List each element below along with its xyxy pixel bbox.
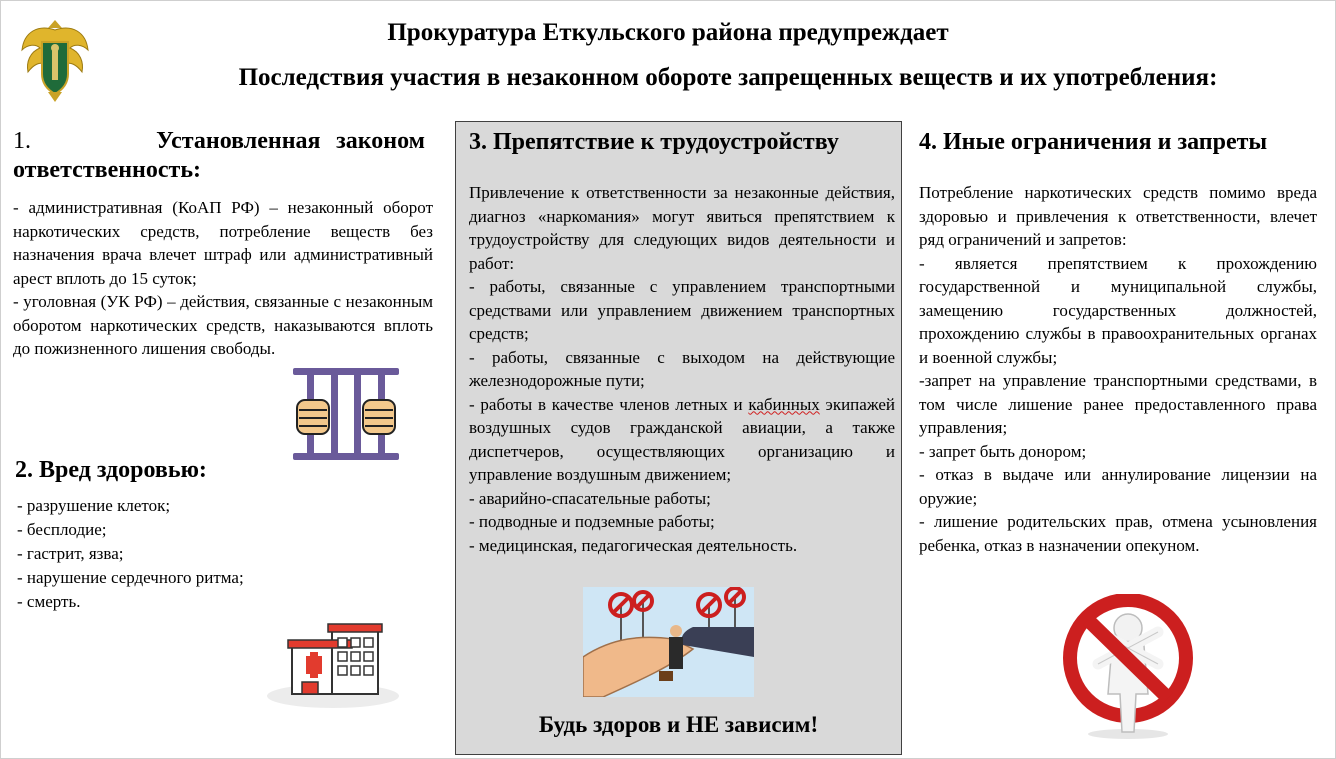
- list-item: - является препятствием к прохождению государственной и муниципальной службы, замещению государственных должностей, прохождению службы в правоохранительных органах и военной службы;: [919, 253, 1317, 367]
- section4-title: 4. Иные ограничения и запреты: [919, 129, 1268, 155]
- list-item: - аварийно-спасательные работы;: [469, 488, 711, 508]
- section1-number: 1.: [13, 128, 31, 154]
- section3-title: 3. Препятствие к трудоустройству: [469, 129, 839, 155]
- section1-paragraph: - уголовная (УК РФ) – действия, связанные с незаконным оборотом наркотических средств, наказываются вплоть до пожизненного лишения свободы.: [13, 292, 433, 358]
- section2-title: 2. Вред здоровью:: [15, 457, 207, 483]
- list-item-text: экипажей воздушных судов гражданской авиации, а также диспетчеров, осуществляющих организацию и управление воздушным движением;: [469, 394, 895, 484]
- page-title: Прокуратура Еткульского района предупреждает: [387, 19, 949, 46]
- handshake-illustration: [583, 587, 754, 697]
- section3-body: [469, 181, 895, 557]
- section4-body: [919, 181, 1317, 557]
- section3-intro: Привлечение к ответственности за незаконные действия, диагноз «наркомания» могут явиться препятствием к трудоустройству для следующих видов деятельности и работ:: [469, 183, 895, 273]
- motto: Будь здоров и НЕ зависим!: [538, 712, 819, 737]
- list-item: -запрет на управление транспортными средствами, в том числе лишение ранее предоставленного права управления;: [919, 371, 1317, 437]
- page-subtitle: Последствия участия в незаконном обороте запрещенных веществ и их употребления:: [238, 64, 1218, 91]
- section4-paragraph: Потребление наркотических средств помимо вреда здоровью и привлечения к ответственности, влечет ряд ограничений и запретов:: [919, 183, 1317, 249]
- prohibition-person-icon: [1058, 594, 1198, 740]
- section1-body: [13, 196, 433, 361]
- list-item: - отказ в выдаче или аннулирование лицензии на оружие;: [919, 465, 1317, 508]
- list-item: - гастрит, язва;: [17, 544, 124, 563]
- hospital-icon: [262, 610, 404, 710]
- list-item: - работы, связанные с управлением транспортными средствами или управлением движением транспортных средств;: [469, 277, 895, 343]
- spellcheck-word: кабинных: [748, 394, 820, 414]
- list-item-text: - работы в качестве членов летных и: [469, 394, 749, 414]
- section2-list: [17, 494, 244, 614]
- list-item: - лишение родительских прав, отмена усыновления ребенка, отказ в назначении опекуном.: [919, 512, 1317, 555]
- list-item: - бесплодие;: [17, 520, 107, 539]
- list-item: - медицинская, педагогическая деятельность.: [469, 535, 798, 555]
- list-item: - подводные и подземные работы;: [469, 512, 715, 531]
- list-item: - работы, связанные с выходом на действующие железнодорожные пути;: [469, 347, 895, 390]
- section1-title: [13, 127, 425, 185]
- list-item: - разрушение клеток;: [17, 496, 171, 515]
- list-item: - запрет быть донором;: [919, 441, 1087, 461]
- list-item: - смерть.: [17, 592, 81, 611]
- list-item: [469, 393, 895, 487]
- section1-paragraph: - административная (КоАП РФ) – незаконный оборот наркотических средств, потребление веществ без назначения врача влечет штраф или административный арест вплоть до 15 суток;: [13, 198, 433, 288]
- prison-bars-icon: [291, 364, 401, 464]
- section1-title-text: Установленная законом ответственность:: [13, 128, 426, 183]
- list-item: - нарушение сердечного ритма;: [17, 568, 244, 587]
